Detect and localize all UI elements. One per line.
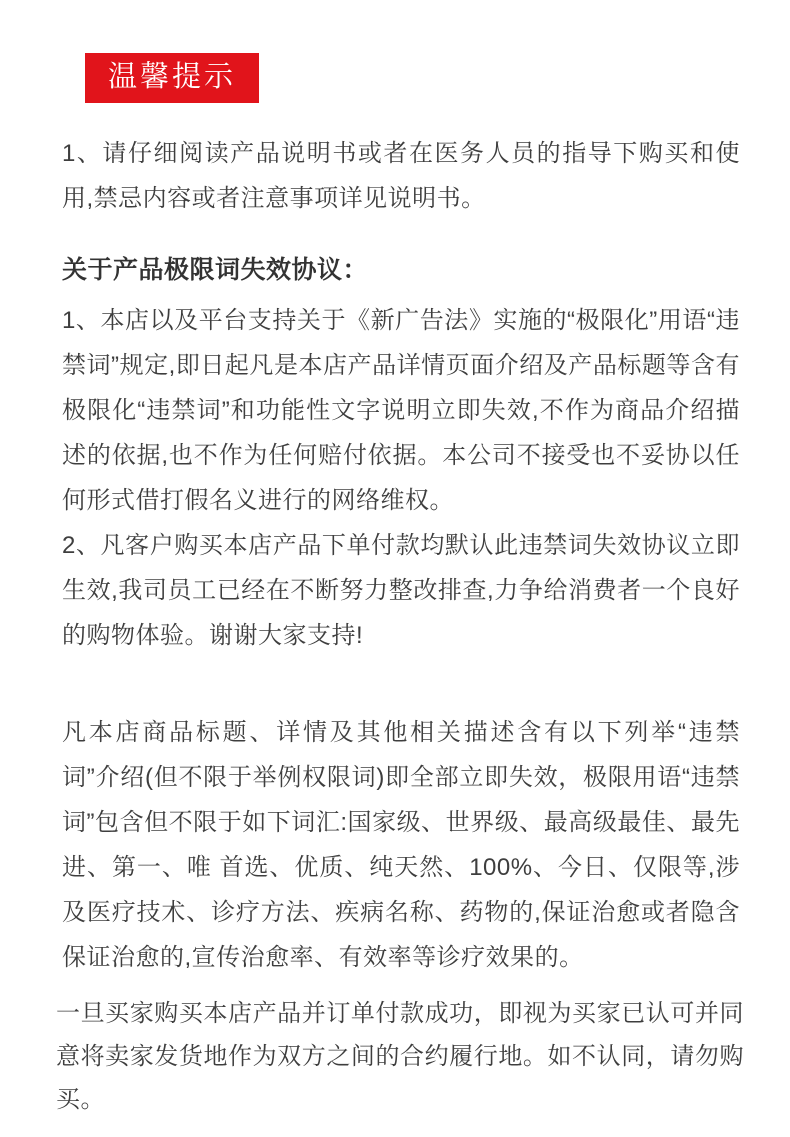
- read-instructions-paragraph: 1、请仔细阅读产品说明书或者在医务人员的指导下购买和使用,禁忌内容或者注意事项详见说明书。: [62, 140, 740, 212]
- banned-words-paragraph: 凡本店商品标题、详情及其他相关描述含有以下列举“违禁词”介绍(但不限于举例权限词)即全部立即失效，极限用语“违禁词”包含但不限于如下词汇:国家级、世界级、最高级最佳、最先进、第一、唯 首选、优质、纯天然、100%、今日、仅限等,涉及医疗技术、诊疗方法、疾病名称、药物的,保证治愈或者隐含保证治愈的,宣传治愈率、有效率等诊疗效果的。: [62, 719, 740, 971]
- warm-tips-badge-label: 温馨提示: [108, 61, 237, 93]
- agreement-clause-1: 1、本店以及平台支持关于《新广告法》实施的“极限化”用语“违禁词”规定,即日起凡是本店产品详情页面介绍及产品标题等含有极限化“违禁词”和功能性文字说明立即失效,不作为商品介绍描述的依据,也不作为任何赔付依据。本公司不接受也不妥协以任何形式借打假名义进行的网络维权。: [62, 307, 740, 514]
- agreement-clause-2: 2、凡客户购买本店产品下单付款均默认此违禁词失效协议立即生效,我司员工已经在不断努力整改排查,力争给消费者一个良好的购物体验。谢谢大家支持!: [62, 532, 740, 649]
- agreement-heading: 关于产品极限词失效协议：: [62, 256, 369, 284]
- purchase-notice-paragraph: 一旦买家购买本店产品并订单付款成功，即视为买家已认可并同意将卖家发货地作为双方之间的合约履行地。如不认同，请勿购买。: [56, 1000, 744, 1113]
- warm-tips-badge: [85, 53, 259, 103]
